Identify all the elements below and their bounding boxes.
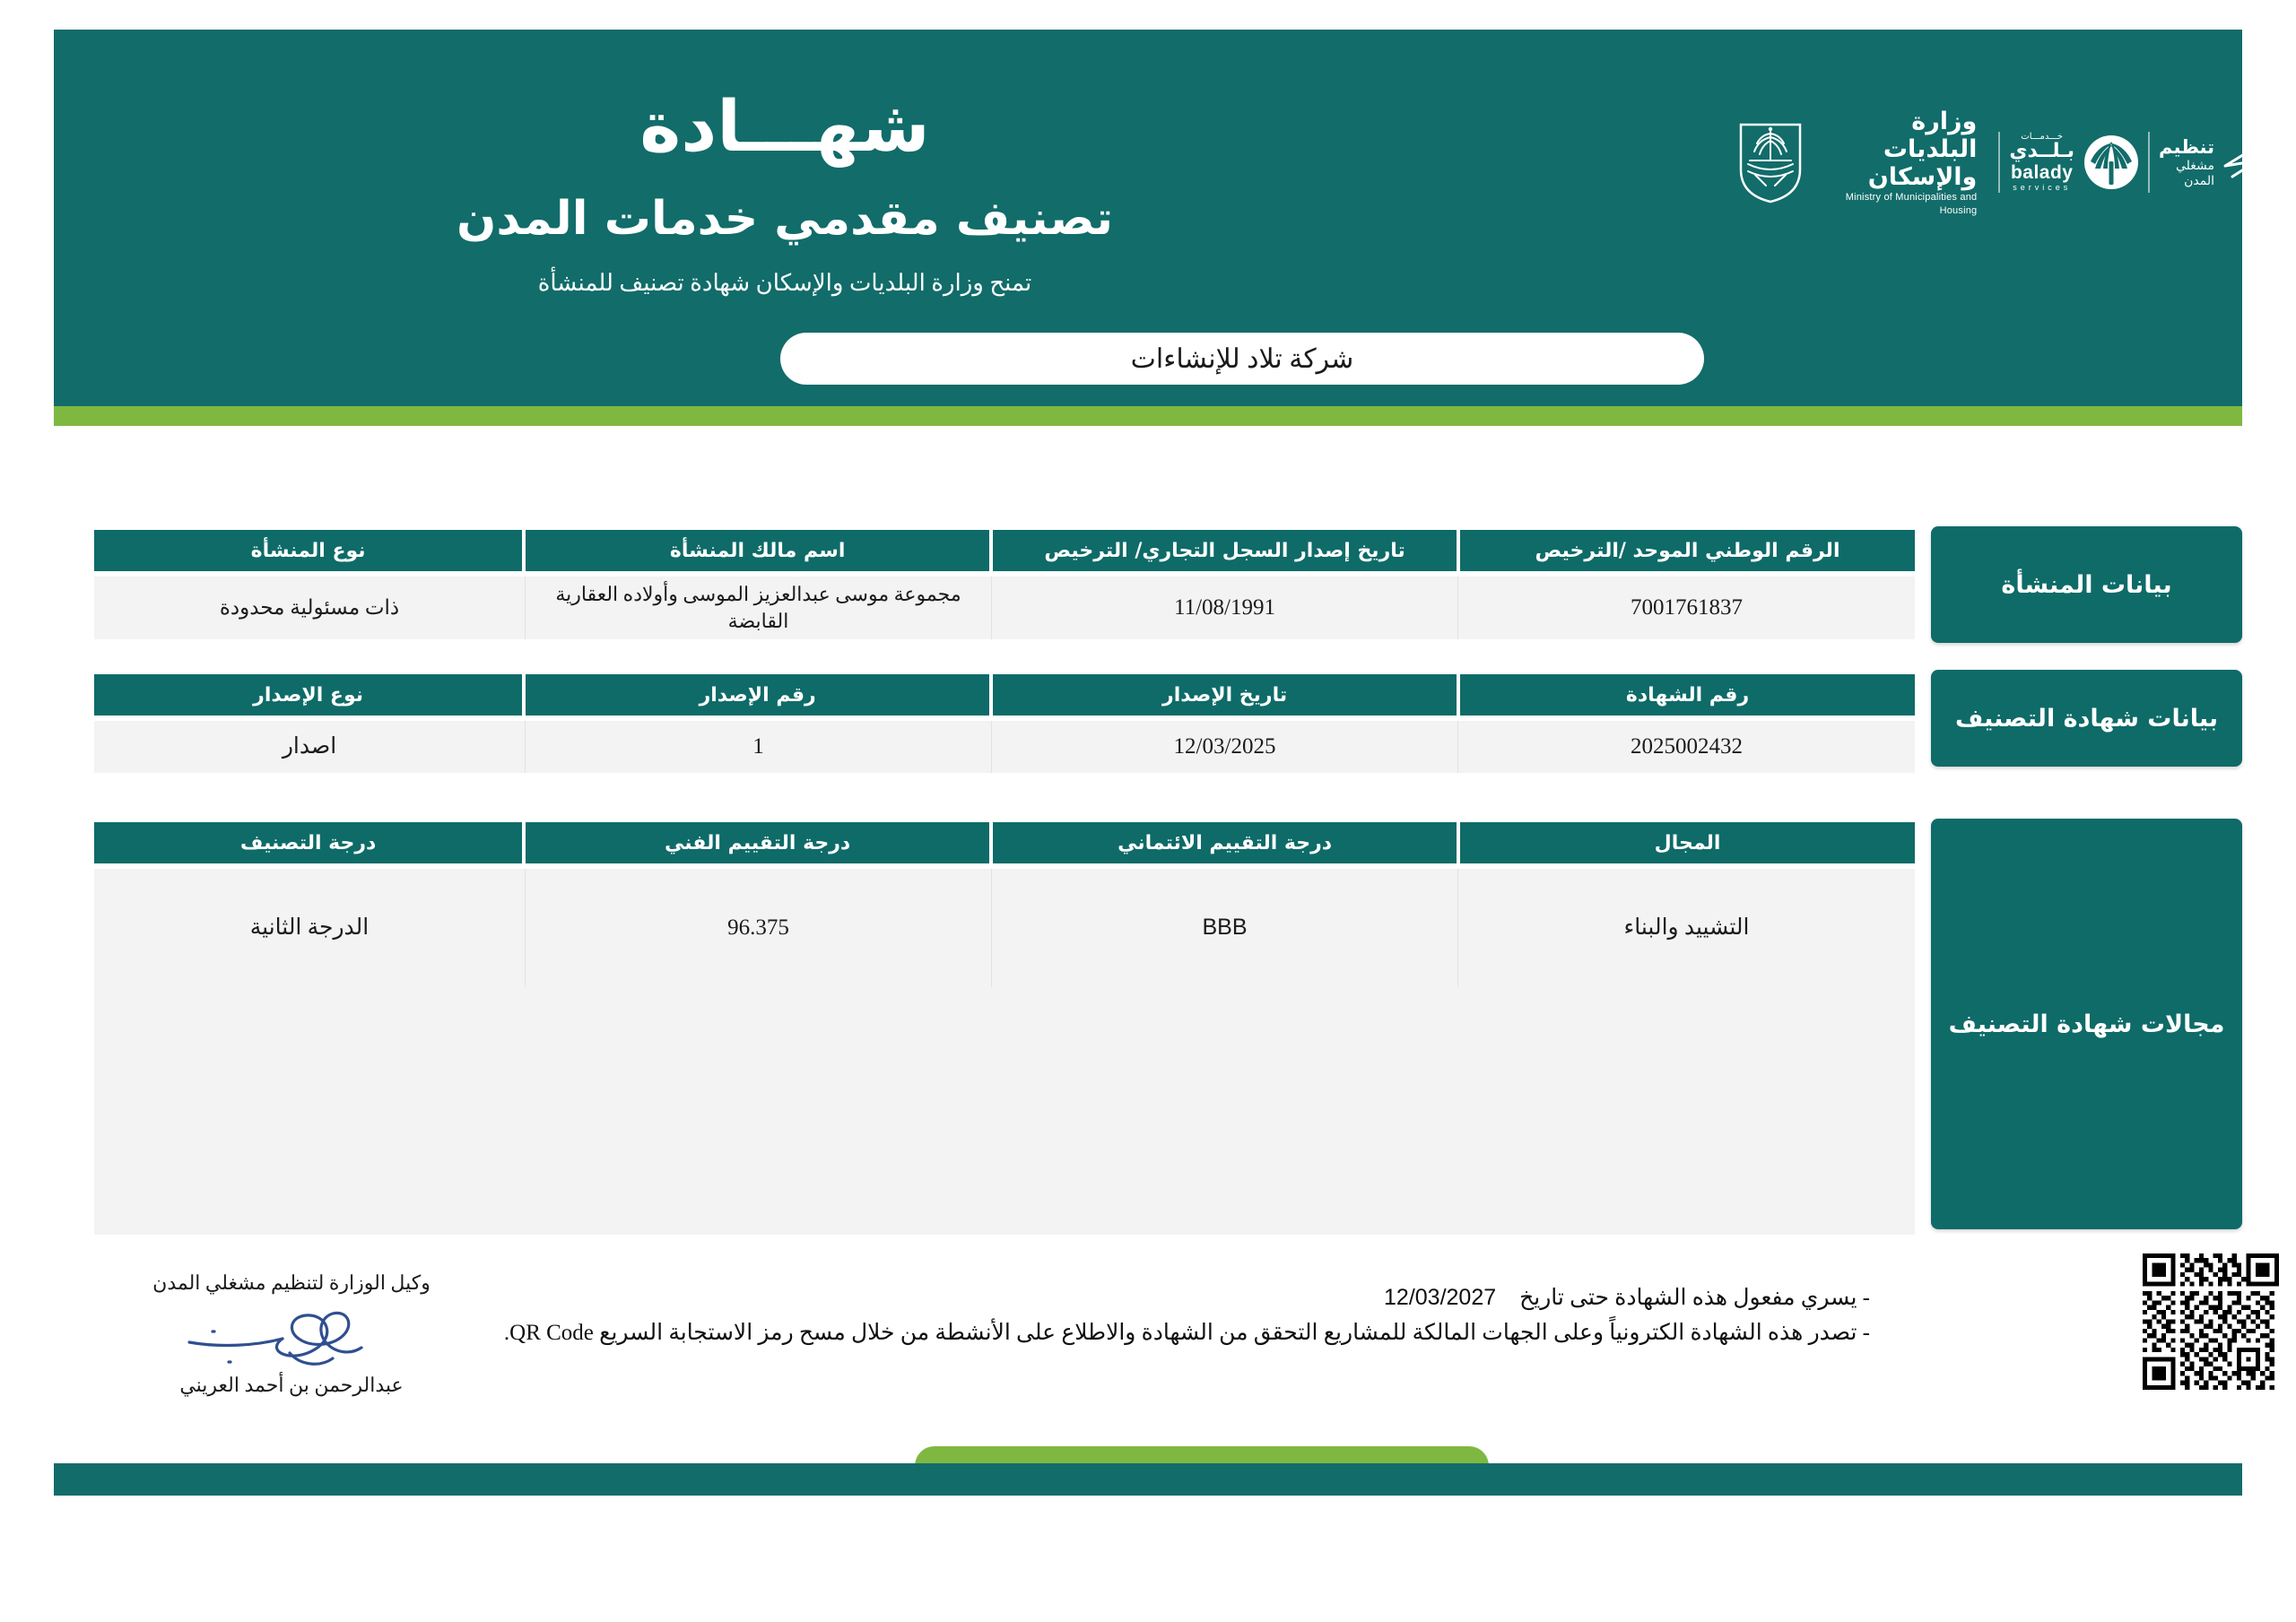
table-header-row <box>94 530 1915 571</box>
column-header-establishment-type: نوع المنشأة <box>94 530 522 571</box>
footer-notes <box>435 1280 1870 1351</box>
side-label-certificate-fields <box>1931 819 2242 1229</box>
balady-palm-icon <box>2083 134 2139 190</box>
column-header-classification-grade: درجة التصنيف <box>94 822 522 863</box>
cell-issue-date: 12/03/2025 <box>991 721 1457 773</box>
page-title: شهـــادة <box>639 87 930 168</box>
column-header-unified-number: الرقم الوطني الموحد /الترخيص <box>1460 530 1915 571</box>
balady-logo <box>2009 133 2139 192</box>
validity-note <box>435 1280 1870 1316</box>
table-establishment-data <box>94 530 1915 639</box>
tandheem-line2: مشغلي المدن <box>2175 158 2214 188</box>
column-header-credit-rating: درجة التقييم الائتماني <box>993 822 1457 863</box>
tandheem-arrow-icon <box>2222 139 2274 186</box>
cell-establishment-type: ذات مسئولية محدودة <box>219 596 400 620</box>
balady-services-ar: خـــدمـــات <box>2021 132 2064 142</box>
balady-name-ar: بـلــدي <box>2009 140 2075 162</box>
balady-logo-text <box>2009 133 2074 192</box>
table-certificate-data <box>94 674 1915 773</box>
qr-code[interactable] <box>2143 1253 2279 1390</box>
side-label-text: مجالات شهادة التصنيف <box>1948 1010 2225 1038</box>
side-label-certificate-data <box>1931 670 2242 767</box>
logo-divider-2 <box>2148 132 2150 193</box>
cell-owner-name: مجموعة موسى عبدالعزيز الموسى وأولاده العقارية القابضة <box>525 577 991 639</box>
cell-cr-issue-date: 11/08/1991 <box>991 577 1457 639</box>
column-header-issue-date: تاريخ الإصدار <box>993 674 1457 716</box>
side-label-text: بيانات المنشأة <box>2001 570 2172 599</box>
balady-name-en: balady <box>2010 162 2074 183</box>
logo-lockup <box>1735 108 2274 216</box>
column-header-certificate-number: رقم الشهادة <box>1460 674 1915 716</box>
validity-date: 12/03/2027 <box>1384 1285 1497 1310</box>
signature-name: عبدالرحمن بن أحمد العريني <box>179 1374 404 1396</box>
logo-divider-1 <box>1998 132 2000 193</box>
table-header-row <box>94 822 1915 863</box>
validity-note-prefix: - يسري مفعول هذه الشهادة حتى تاريخ <box>1519 1286 1870 1310</box>
column-header-technical-score: درجة التقييم الفني <box>526 822 989 863</box>
company-name: شركة تلاد للإنشاءات <box>1130 343 1354 374</box>
certificate-subtitle: تصنيف مقدمي خدمات المدن <box>456 192 1114 246</box>
side-label-establishment-data <box>1931 526 2242 643</box>
qr-verification-note: - تصدر هذه الشهادة الكترونياً وعلى الجهات المالكة للمشاريع التحقق من الشهادة والاطلاع على الأنشطة من خلال مسح رمز الاستجابة السريع QR Code. <box>503 1320 1870 1345</box>
cell-technical-score: 96.375 <box>525 869 991 987</box>
column-header-owner-name: اسم مالك المنشأة <box>526 530 989 571</box>
tandheem-logo <box>2159 136 2274 189</box>
header-green-accent-bar <box>54 406 2242 426</box>
certificate-header <box>54 30 2242 406</box>
certificate-description: تمنح وزارة البلديات والإسكان شهادة تصنيف للمنشأة <box>537 270 1032 296</box>
cell-field: التشييد والبناء <box>1457 869 1915 987</box>
column-header-issue-number: رقم الإصدار <box>526 674 989 716</box>
cell-issue-number: 1 <box>525 721 991 773</box>
signature-role: وكيل الوزارة لتنظيم مشغلي المدن <box>152 1271 430 1294</box>
company-name-pill <box>780 333 1704 385</box>
column-header-issue-type: نوع الإصدار <box>94 674 522 716</box>
table-header-row <box>94 674 1915 716</box>
tandheem-logo-text <box>2159 136 2214 189</box>
table-certificate-fields <box>94 822 1915 1235</box>
signature-mark-icon <box>112 1295 471 1377</box>
footer-bar <box>54 1463 2242 1496</box>
column-header-cr-issue-date: تاريخ إصدار السجل التجاري/ الترخيص <box>993 530 1457 571</box>
ministry-logo-text <box>1805 108 1989 217</box>
cell-unified-number: 7001761837 <box>1457 577 1915 639</box>
ministry-name-en: Ministry of Municipalities and Housing <box>1845 192 1978 216</box>
ministry-name-ar: وزارة البلديات والإسكان <box>1867 108 1978 192</box>
table-row <box>94 869 1915 1235</box>
signature-block <box>112 1271 471 1397</box>
balady-services-en: services <box>2013 183 2072 192</box>
tandheem-line1: تنظيم <box>2159 135 2214 158</box>
saudi-emblem-icon <box>1735 119 1805 205</box>
cell-certificate-number: 2025002432 <box>1457 721 1915 773</box>
cell-classification-grade: الدرجة الثانية <box>249 915 370 941</box>
cell-issue-type: اصدار <box>282 734 337 759</box>
table-row <box>94 577 1915 639</box>
cell-credit-rating: BBB <box>991 869 1457 987</box>
column-header-field: المجال <box>1460 822 1915 863</box>
table-row <box>94 721 1915 773</box>
side-label-text: بيانات شهادة التصنيف <box>1954 704 2219 733</box>
